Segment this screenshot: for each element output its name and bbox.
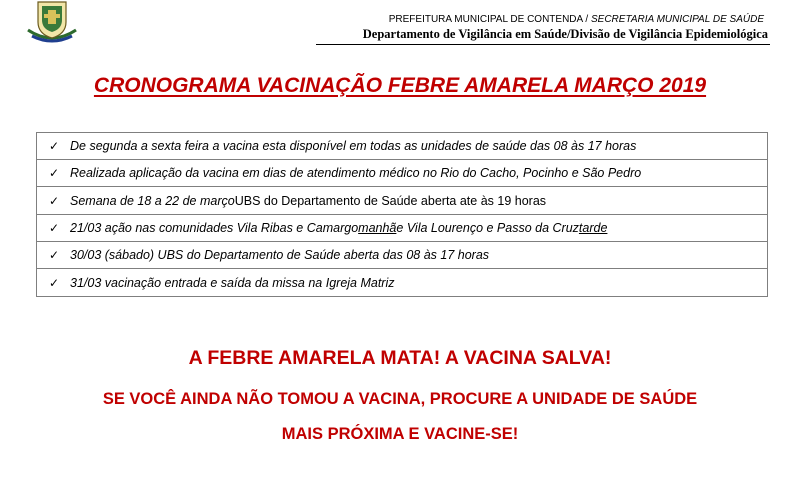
secretariat-name: SECRETARIA MUNICIPAL DE SAÚDE [591,14,764,25]
call-to-action-line-2: MAIS PRÓXIMA E VACINE-SE! [281,425,519,443]
schedule-item [37,242,767,269]
checkmark-icon: ✓ [48,221,60,235]
slogan: A FEBRE AMARELA MATA! A VACINA SALVA! [188,347,612,369]
schedule-item-text-cont: e Vila Lourenço e Passo da Cruz [396,221,579,235]
checkmark-icon: ✓ [48,275,60,290]
checkmark-icon: ✓ [48,166,60,180]
schedule-item [37,187,767,215]
schedule-item-text: 21/03 ação nas comunidades Vila Ribas e Camargo [70,221,359,235]
schedule-item [37,160,767,187]
schedule-item-period-morning: manhã [358,221,397,235]
checkmark-icon: ✓ [48,248,60,262]
schedule-item-text: Realizada aplicação da vacina em dias de atendimento médico no Rio do Cacho, Pocinho e São Pedro [70,166,642,180]
schedule-item [37,269,767,296]
call-to-action-line-1: SE VOCÊ AINDA NÃO TOMOU A VACINA, PROCURE A UNIDADE DE SAÚDE [102,390,698,408]
schedule-list [36,132,768,297]
checkmark-icon: ✓ [48,193,60,208]
schedule-item-text: UBS do Departamento de Saúde aberta ate às 19 horas [234,193,547,208]
schedule-item-text: 31/03 vacinação entrada e saída da missa na Igreja Matriz [70,275,395,290]
municipal-crest-icon [22,0,82,44]
schedule-item [37,215,767,242]
schedule-item [37,133,767,160]
organization-name: PREFEITURA MUNICIPAL DE CONTENDA / [388,14,591,25]
header-divider [316,44,770,45]
department-name: Departamento de Vigilância em Saúde/Divisão de Vigilância Epidemiológica [362,27,768,41]
schedule-item-text: De segunda a sexta feira a vacina esta disponível em todas as unidades de saúde das 08 às 17 horas [70,139,637,153]
page-title-text: CRONOGRAMA VACINAÇÃO FEBRE AMARELA MARÇO 2019 [93,74,707,97]
checkmark-icon: ✓ [48,139,60,153]
schedule-item-text: 30/03 (sábado) UBS do Departamento de Saúde aberta das 08 às 17 horas [70,248,490,262]
organization-line [389,14,764,25]
page-title [0,74,800,98]
schedule-item-period-afternoon: tarde [578,221,608,235]
schedule-item-date: Semana de 18 a 22 de março [70,193,235,208]
